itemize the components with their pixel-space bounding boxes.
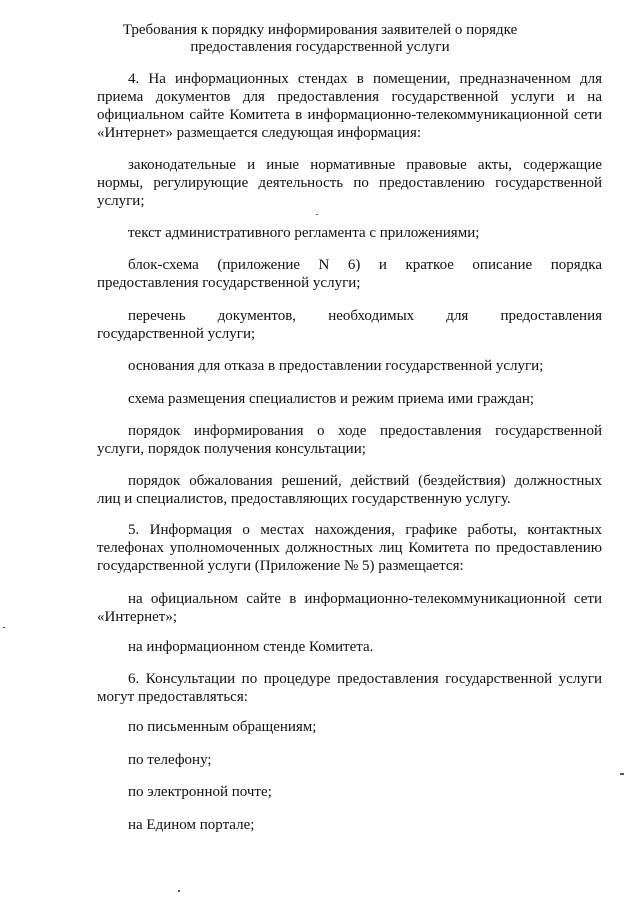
text-line: блок-схема (приложение N 6) и краткое описание порядка <box>128 257 602 273</box>
text-line: услуги; <box>97 193 145 209</box>
list-item <box>97 783 602 801</box>
list-item <box>97 472 602 508</box>
list-item <box>97 156 602 210</box>
text-line: по электронной почте; <box>128 784 272 800</box>
list-item <box>97 307 602 343</box>
text-line: на информационном стенде Комитета. <box>128 639 374 655</box>
text-line: текст административного регламента с приложениями; <box>128 225 480 241</box>
document-title <box>0 22 640 56</box>
paragraph-4 <box>97 70 602 142</box>
list-item <box>97 390 602 408</box>
text-line: основания для отказа в предоставлении государственной услуги; <box>128 358 544 374</box>
text-line: по телефону; <box>128 752 212 768</box>
text-line: перечень документов, необходимых для предоставления <box>128 308 602 324</box>
text-line: услуги, порядок получения консультации; <box>97 441 366 457</box>
scan-speck <box>316 214 318 215</box>
list-item <box>97 590 602 626</box>
text-line: на официальном сайте в информационно-телекоммуникационной сети <box>128 591 602 607</box>
text-line: «Интернет»; <box>97 609 177 625</box>
scan-speck <box>620 773 624 775</box>
text-line: предоставления государственной услуги; <box>97 275 361 291</box>
text-line: 4. На информационных стендах в помещении, предназначенном для <box>128 71 602 87</box>
list-item <box>97 224 602 242</box>
text-line: «Интернет» размещается следующая информация: <box>97 125 422 141</box>
text-line: 5. Информация о местах нахождения, графике работы, контактных <box>128 522 602 538</box>
scan-speck <box>178 890 180 892</box>
text-line: нормы, регулирующие деятельность по предоставлению государственной <box>97 175 602 191</box>
text-line: на Едином портале; <box>128 817 255 833</box>
text-line: порядок обжалования решений, действий (бездействия) должностных <box>128 473 602 489</box>
list-item <box>97 256 602 292</box>
title-line: предоставления государственной услуги <box>190 39 450 55</box>
list-item <box>97 422 602 458</box>
list-item <box>97 638 602 656</box>
text-line: 6. Консультации по процедуре предоставления государственной услуги <box>128 671 602 687</box>
text-line: порядок информирования о ходе предоставления государственной <box>128 423 602 439</box>
text-line: по письменным обращениям; <box>128 719 317 735</box>
text-line: схема размещения специалистов и режим приема ими граждан; <box>128 391 535 407</box>
text-line: могут предоставляться: <box>97 689 248 705</box>
text-line: лиц и специалистов, предоставляющих государственную услугу. <box>97 491 511 507</box>
text-line: государственной услуги; <box>97 326 256 342</box>
list-item <box>97 718 602 736</box>
list-item <box>97 816 602 834</box>
list-item <box>97 751 602 769</box>
text-line: законодательные и иные нормативные правовые акты, содержащие <box>128 157 602 173</box>
paragraph-5 <box>97 521 602 575</box>
text-line: государственной услуги (Приложение № 5) размещается: <box>97 558 464 574</box>
scan-speck <box>3 627 5 628</box>
text-line: телефонах уполномоченных должностных лиц Комитета по предоставлению <box>97 540 602 556</box>
text-line: приема документов для предоставления государственной услуги и на <box>97 89 602 105</box>
list-item <box>97 357 602 375</box>
text-line: официальном сайте Комитета в информационно-телекоммуникационной сети <box>97 107 602 123</box>
paragraph-6 <box>97 670 602 706</box>
title-line: Требования к порядку информирования заявителей о порядке <box>122 22 518 38</box>
